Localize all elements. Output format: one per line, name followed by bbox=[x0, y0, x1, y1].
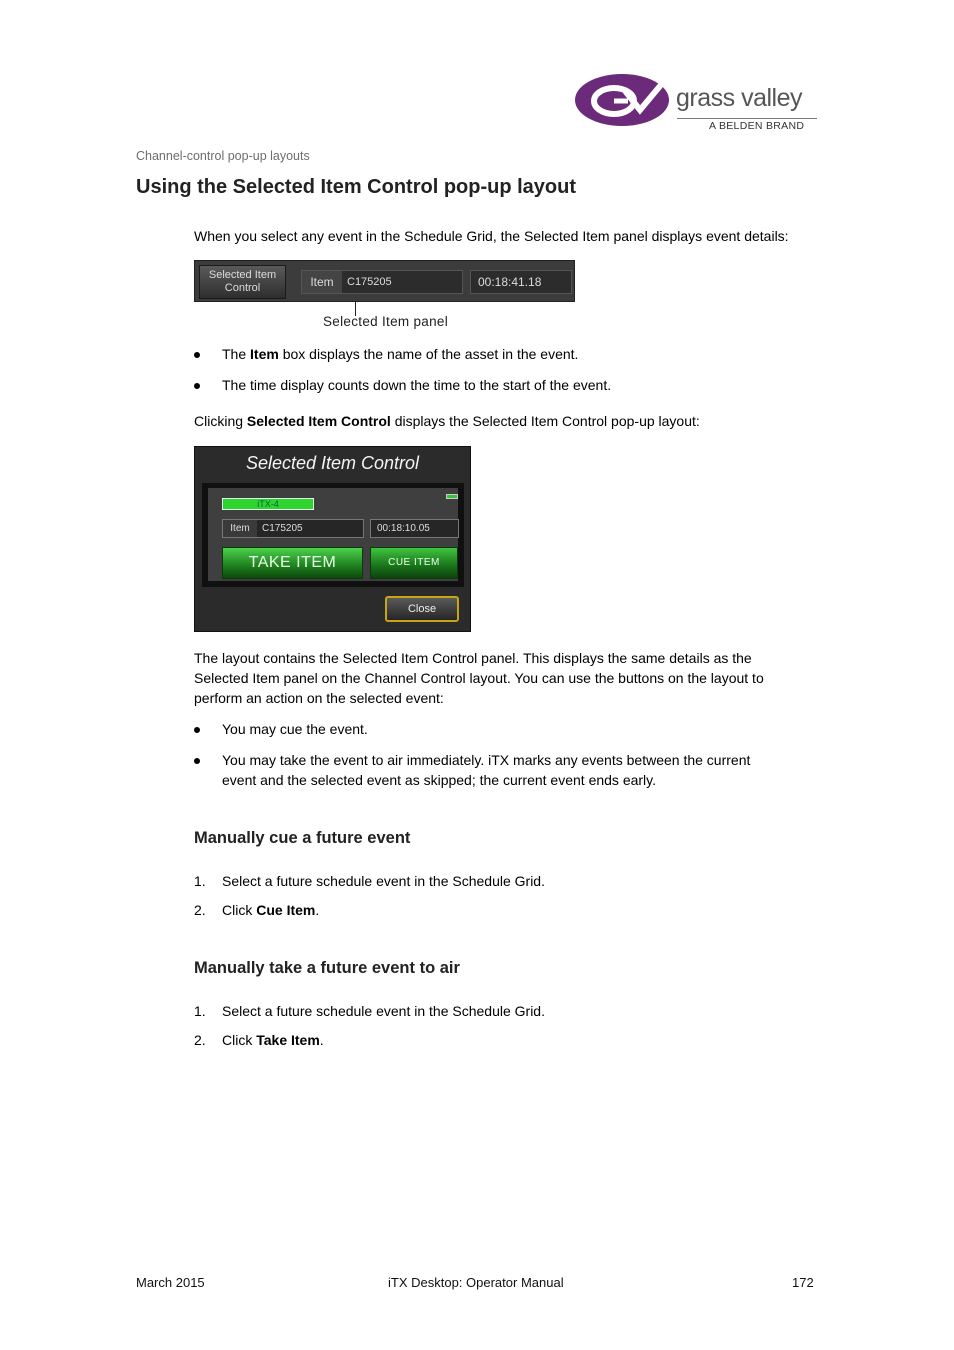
callout-label: Selected Item panel bbox=[323, 314, 449, 329]
breadcrumb: Channel-control pop-up layouts bbox=[136, 149, 310, 163]
logo-wordmark: grass valley bbox=[676, 84, 802, 112]
time-value: 00:18:41.18 bbox=[478, 275, 542, 289]
channel-indicator: iTX-4 bbox=[222, 498, 314, 510]
take-item-button: TAKE ITEM bbox=[222, 547, 363, 579]
time-value: 00:18:10.05 bbox=[377, 523, 430, 534]
bullet-icon bbox=[194, 383, 200, 389]
item-value: C175205 bbox=[262, 523, 303, 534]
time-display bbox=[370, 519, 459, 538]
status-indicator bbox=[446, 494, 458, 499]
bullet-icon bbox=[194, 727, 200, 733]
footer-page-number: 172 bbox=[792, 1275, 814, 1290]
item-label: Item bbox=[223, 520, 257, 537]
cue-item-button: CUE ITEM bbox=[370, 547, 458, 579]
close-button: Close bbox=[385, 596, 459, 622]
grass-valley-logo bbox=[574, 72, 824, 136]
time-display bbox=[470, 270, 572, 294]
gv-emblem-icon bbox=[574, 72, 674, 128]
section-heading-cue: Manually cue a future event bbox=[194, 829, 411, 847]
popup-title: Selected Item Control bbox=[245, 453, 420, 473]
intro-paragraph: When you select any event in the Schedule Grid, the Selected Item panel displays event details: bbox=[194, 228, 789, 244]
item-field bbox=[222, 519, 364, 538]
selected-item-control-button: Selected Item Control bbox=[199, 265, 286, 299]
item-label: Item bbox=[302, 271, 342, 293]
item-value: C175205 bbox=[347, 276, 392, 288]
selected-item-panel-image bbox=[194, 260, 575, 302]
selected-item-control-popup-image bbox=[194, 446, 471, 632]
logo-tagline: A BELDEN BRAND bbox=[709, 120, 805, 132]
layout-paragraph: The layout contains the Selected Item Control panel. This displays the same details as the Selected Item panel on the Channel Control layout. You can use the buttons on the layout to perform an action on the selected event: bbox=[194, 650, 764, 706]
section-heading-take: Manually take a future event to air bbox=[194, 959, 460, 977]
popup-panel bbox=[202, 483, 464, 587]
bullet-icon bbox=[194, 352, 200, 358]
footer-date: March 2015 bbox=[136, 1275, 205, 1290]
item-field bbox=[301, 270, 463, 294]
page-title: Using the Selected Item Control pop-up layout bbox=[136, 176, 577, 198]
bullet-icon bbox=[194, 758, 200, 764]
logo-divider bbox=[677, 118, 817, 119]
clicking-paragraph: Clicking Selected Item Control displays the Selected Item Control pop-up layout: bbox=[194, 413, 700, 429]
footer-manual-title: iTX Desktop: Operator Manual bbox=[388, 1275, 564, 1290]
